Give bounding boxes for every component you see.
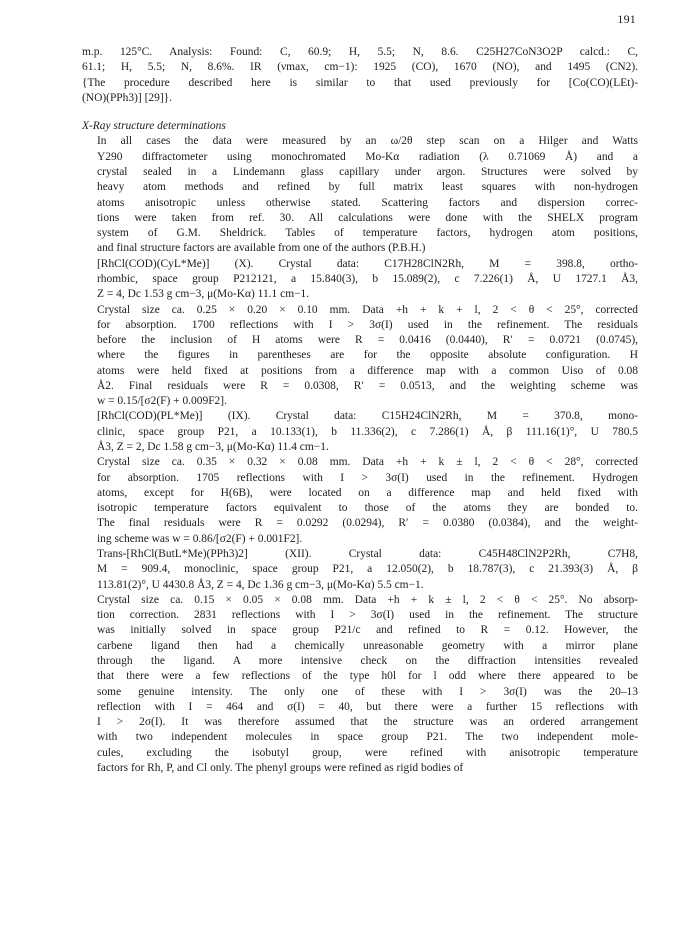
text-line: ing scheme was w = 0.86/[σ2(F) + 0.001F2]. — [97, 532, 303, 545]
text-line: that there were a few reflections of the type h0l for l odd where there appeared to be — [97, 670, 638, 683]
text-line: Crystal size ca. 0.35 × 0.32 × 0.08 mm. Data +h + k ± l, 2 < θ < 28°, corrected — [97, 456, 638, 469]
text-line: for absorption. 1700 reflections with I > 3σ(I) used in the refinement. The residuals — [97, 318, 638, 331]
text-line: with two independent molecules in space group P21. The two independent mole- — [97, 731, 638, 744]
paragraph-analysis — [82, 45, 638, 106]
text-line: tion correction. 2831 reflections with I > 3σ(I) used in the refinement. The structure — [97, 609, 638, 622]
text-line: [RhCl(COD)(CyL*Me)] (X). Crystal data: C17H28ClN2Rh, M = 398.8, ortho- — [97, 257, 638, 270]
text-line: before the inclusion of H atoms were R = 0.0416 (0.0440), R′ = 0.0721 (0.0745), — [97, 334, 638, 347]
text-line: system of G.M. Sheldrick. Tables of temperature factors, hydrogen atom positions, — [97, 227, 638, 240]
text-line: through the ligand. A more intensive check on the diffraction intensities revealed — [97, 654, 638, 667]
text-line: reflection with I = 464 and σ(I) = 40, but there were a further 15 reflections with — [97, 700, 638, 713]
text-line: for absorption. 1705 reflections with I > 3σ(I) used in the refinement. Hydrogen — [97, 471, 638, 484]
text-line: atoms anisotropic unless otherwise stated. Scattering factors and dispersion correc- — [97, 196, 638, 209]
text-line: crystal sealed in a Lindemann glass capillary under argon. Structures were solved by — [97, 165, 638, 178]
text-line: clinic, space group P21, a 10.133(1), b 11.336(2), c 7.286(1) Å, β 111.16(1)°, U 780.5 — [97, 425, 638, 438]
text-line: {The procedure described here is similar to that used previously for [Co(CO)(LEt)- — [82, 76, 638, 89]
text-line: cules, excluding the isobutyl group, were refined with anisotropic temperature — [97, 746, 638, 759]
text-line: isotropic temperature factors equivalent to those of the atoms they are bonded to. — [97, 502, 638, 515]
text-line: w = 0.15/[σ2(F) + 0.009F2]. — [97, 395, 227, 408]
text-line: Å2. Final residuals were R = 0.0308, R′ = 0.0513, and the weighting scheme was — [97, 379, 638, 392]
text-line: [RhCl(COD)(PL*Me)] (IX). Crystal data: C15H24ClN2Rh, M = 370.8, mono- — [97, 410, 638, 423]
text-line: (NO)(PPh3)] [29]}. — [82, 91, 172, 104]
text-line: atoms were held fixed at positions from a difference map with a common Uiso of 0.08 — [97, 364, 638, 377]
text-line: m.p. 125°C. Analysis: Found: C, 60.9; H, 5.5; N, 8.6. C25H27CoN3O2P calcd.: C, — [82, 46, 638, 58]
text-line: Trans-[RhCl(ButL*Me)(PPh3)2] (XII). Crystal data: C45H48ClN2P2Rh, C7H8, — [97, 548, 638, 560]
text-line: where the figures in parentheses are for the opposite absolute configuration. H — [97, 349, 638, 362]
text-line: heavy atom methods and refined by full matrix least squares with non-hydrogen — [97, 181, 638, 194]
text-line: some genuine intensity. The only one of these with I > 3σ(I) was the 20–13 — [97, 685, 638, 698]
text-line: Å3, Z = 2, Dc 1.58 g cm−3, μ(Mo-Kα) 11.4 cm−1. — [97, 441, 329, 454]
section-heading: X-Ray structure determinations — [82, 120, 226, 133]
page-number: 191 — [617, 12, 636, 26]
text-line: Crystal size ca. 0.25 × 0.20 × 0.10 mm. Data +h + k + l, 2 < θ < 25°, corrected — [97, 303, 638, 316]
paragraph-refinement-ix — [82, 455, 638, 547]
text-line: Y290 diffractometer using monochromated Mo-Kα radiation (λ 0.71069 Å) and a — [97, 150, 638, 163]
text-line: atoms, except for H(6B), were located on a difference map and held fixed with — [97, 486, 638, 499]
text-line: factors for Rh, P, and Cl only. The phenyl groups were refined as rigid bodies of — [97, 761, 464, 774]
paragraph-method — [82, 134, 638, 256]
text-line: The final residuals were R = 0.0292 (0.0294), R′ = 0.0380 (0.0384), and the weight- — [97, 517, 638, 530]
text-line: was initially solved in space group P21/c and refined to R = 0.12. However, the — [97, 624, 638, 637]
body-text — [82, 45, 638, 776]
spacer — [82, 106, 638, 119]
paragraph-structure-x — [82, 257, 638, 303]
text-line: 113.81(2)°, U 4430.8 Å3, Z = 4, Dc 1.36 g cm−3, μ(Mo-Kα) 5.5 cm−1. — [97, 578, 424, 591]
text-line: In all cases the data were measured by an ω/2θ step scan on a Hilger and Watts — [97, 135, 638, 148]
text-line: carbene ligand then had a chemically unreasonable geometry with a mirror plane — [97, 639, 638, 652]
text-line: 61.1; H, 5.5; N, 8.6%. IR (νmax, cm−1): 1925 (CO), 1670 (NO), and 1495 (CN2). — [82, 61, 638, 74]
paragraph-structure-xii — [82, 547, 638, 593]
text-line: I > 2σ(I). It was therefore assumed that the structure was an ordered arrangement — [97, 716, 638, 729]
text-line: tions were taken from ref. 30. All calculations were done with the SHELX program — [97, 211, 638, 224]
paragraph-refinement-x — [82, 303, 638, 410]
paragraph-refinement-xii — [82, 593, 638, 776]
text-line: Crystal size ca. 0.15 × 0.05 × 0.08 mm. Data +h + k ± l, 2 < θ < 25°. No absorp- — [97, 593, 638, 606]
paragraph-structure-ix — [82, 409, 638, 455]
text-line: rhombic, space group P212121, a 15.840(3), b 15.089(2), c 7.226(1) Å, U 1727.1 Å3, — [97, 272, 638, 285]
text-line: M = 909.4, monoclinic, space group P21, a 12.050(2), b 18.787(3), c 21.393(3) Å, β — [97, 563, 638, 576]
text-line: and final structure factors are available from one of the authors (P.B.H.) — [97, 242, 426, 255]
text-line: Z = 4, Dc 1.53 g cm−3, μ(Mo-Kα) 11.1 cm−1. — [97, 288, 310, 301]
